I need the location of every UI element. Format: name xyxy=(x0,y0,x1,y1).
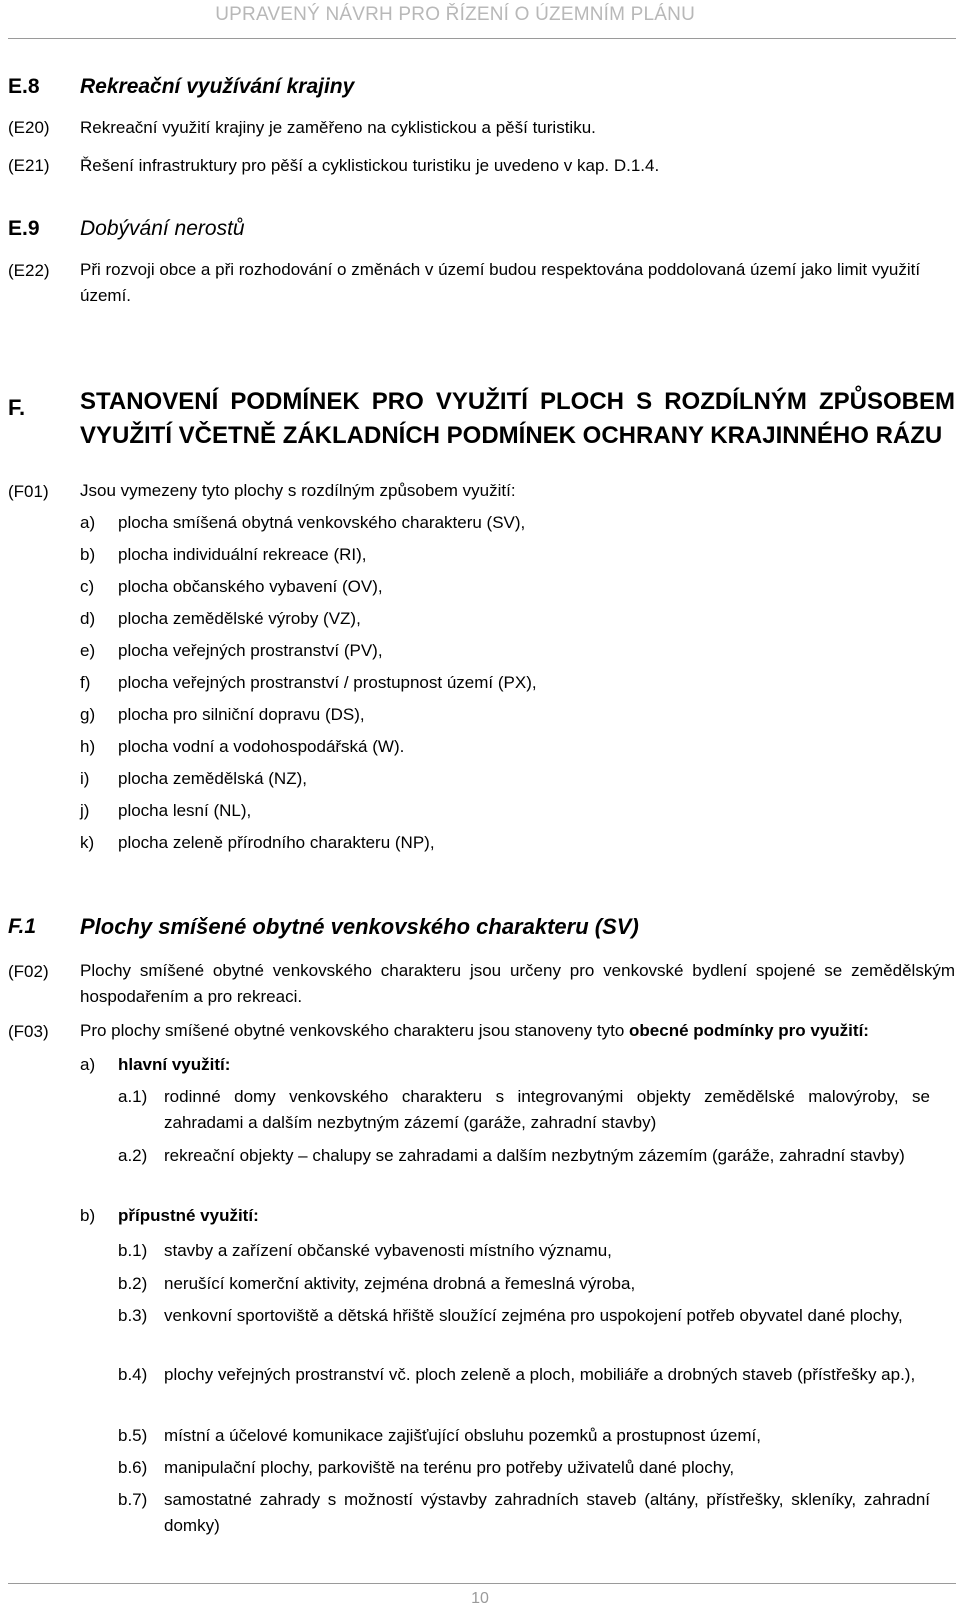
list-text: plocha veřejných prostranství (PV), xyxy=(118,641,383,660)
sub-text: plochy veřejných prostranství vč. ploch zeleně a ploch, mobiliáře a drobných staveb (přístřešky ap.), xyxy=(164,1365,916,1384)
list-marker: k) xyxy=(80,833,95,852)
sub-text: nerušící komerční aktivity, zejména drobná a řemeslná výroba, xyxy=(164,1274,636,1293)
sub-marker: b.4) xyxy=(118,1365,148,1384)
sub-text: manipulační plochy, parkoviště na terénu pro potřeby uživatelů dané plochy, xyxy=(164,1458,735,1477)
paragraph-label-f02: (F02) xyxy=(8,962,49,981)
section-number-e9: E.9 xyxy=(8,217,40,240)
list-text: plocha vodní a vodohospodářská (W). xyxy=(118,737,405,756)
section-title-e9: Dobývání nerostů xyxy=(80,217,245,240)
paragraph-label-f03: (F03) xyxy=(8,1022,49,1041)
general-conditions-label: obecné podmínky pro využití: xyxy=(629,1021,869,1040)
sub-marker: b.6) xyxy=(118,1458,148,1477)
list-marker: b) xyxy=(80,545,96,564)
chapter-number-f: F. xyxy=(8,395,26,420)
list-marker: h) xyxy=(80,737,96,756)
paragraph-e22: Při rozvoji obce a při rozhodování o změnách v území budou respektována poddolovaná území jako limit využití území. xyxy=(80,260,921,305)
list-text: plocha veřejných prostranství / prostupnost území (PX), xyxy=(118,673,537,692)
list-marker: i) xyxy=(80,769,90,788)
list-marker: j) xyxy=(80,801,90,820)
paragraph-e20: Rekreační využití krajiny je zaměřeno na cyklistickou a pěší turistiku. xyxy=(80,118,596,137)
main-use-label: hlavní využití: xyxy=(118,1055,231,1074)
list-text: plocha lesní (NL), xyxy=(118,801,252,820)
paragraph-label-f01: (F01) xyxy=(8,482,49,501)
list-marker: g) xyxy=(80,705,96,724)
paragraph-e21: Řešení infrastruktury pro pěší a cyklistickou turistiku je uvedeno v kap. D.1.4. xyxy=(80,156,660,175)
list-text: plocha zemědělská (NZ), xyxy=(118,769,307,788)
sub-text: stavby a zařízení občanské vybavenosti místního významu, xyxy=(164,1241,612,1260)
paragraph-f02: Plochy smíšené obytné venkovského charakteru jsou určeny pro venkovské bydlení spojené se zemědělským hospodařením a pro rekreaci. xyxy=(80,961,955,1006)
header-rule xyxy=(8,38,956,39)
section-number-f1: F.1 xyxy=(8,915,37,938)
sub-marker: b.7) xyxy=(118,1490,148,1509)
footer-rule xyxy=(8,1583,956,1584)
sub-text: samostatné zahrady s možností výstavby zahradních staveb (altány, přístřešky, skleníky, zahradní domky) xyxy=(164,1490,930,1535)
sub-marker: b.1) xyxy=(118,1241,148,1260)
list-marker: b) xyxy=(80,1206,96,1225)
paragraph-label-e22: (E22) xyxy=(8,261,50,280)
sub-text: venkovní sportoviště a dětská hřiště sloužící zejména pro uspokojení potřeb obyvatel dané plochy, xyxy=(164,1306,903,1325)
list-text: plocha občanského vybavení (OV), xyxy=(118,577,383,596)
sub-marker: b.3) xyxy=(118,1306,148,1325)
sub-marker: b.2) xyxy=(118,1274,148,1293)
paragraph-label-e20: (E20) xyxy=(8,118,50,137)
list-marker: d) xyxy=(80,609,96,628)
paragraph-label-e21: (E21) xyxy=(8,156,50,175)
list-marker: e) xyxy=(80,641,96,660)
section-title-f1: Plochy smíšené obytné venkovského charakteru (SV) xyxy=(80,914,639,939)
sub-text: rodinné domy venkovského charakteru s integrovanými objekty zemědělské malovýroby, se zahradami a dalším nezbytným zázemí (garáže, zahradní stavby) xyxy=(164,1087,930,1132)
sub-marker: a.1) xyxy=(118,1087,148,1106)
allowed-use-label: přípustné využití: xyxy=(118,1206,259,1225)
sub-text: místní a účelové komunikace zajišťující obsluhu pozemků a prostupnost území, xyxy=(164,1426,761,1445)
section-number-e8: E.8 xyxy=(8,75,40,98)
sub-marker: b.5) xyxy=(118,1426,148,1445)
paragraph-f01-intro: Jsou vymezeny tyto plochy s rozdílným způsobem využití: xyxy=(80,481,516,500)
list-marker: c) xyxy=(80,577,95,596)
sub-marker: a.2) xyxy=(118,1146,148,1165)
list-text: plocha smíšená obytná venkovského charakteru (SV), xyxy=(118,513,526,532)
list-marker: a) xyxy=(80,513,96,532)
list-marker: f) xyxy=(80,673,91,692)
chapter-title-f: STANOVENÍ PODMÍNEK PRO VYUŽITÍ PLOCH S ROZDÍLNÝM ZPŮSOBEM VYUŽITÍ VČETNĚ ZÁKLADNÍCH PODMÍNEK OCHRANY KRAJINNÉHO RÁZU xyxy=(80,388,955,449)
paragraph-f03 xyxy=(80,1018,960,1044)
page-number: 10 xyxy=(471,1590,489,1607)
list-text: plocha zemědělské výroby (VZ), xyxy=(118,609,361,628)
list-text: plocha zeleně přírodního charakteru (NP), xyxy=(118,833,435,852)
paragraph-f03-text: Pro plochy smíšené obytné venkovského charakteru jsou stanoveny tyto xyxy=(80,1021,630,1040)
section-title-e8: Rekreační využívání krajiny xyxy=(80,75,355,98)
list-text: plocha individuální rekreace (RI), xyxy=(118,545,367,564)
running-header: UPRAVENÝ NÁVRH PRO ŘÍZENÍ O ÚZEMNÍM PLÁNU xyxy=(215,4,695,25)
list-text: plocha pro silniční dopravu (DS), xyxy=(118,705,365,724)
sub-text: rekreační objekty – chalupy se zahradami a dalším nezbytným zázemím (garáže, zahradní stavby) xyxy=(164,1146,905,1165)
list-marker: a) xyxy=(80,1055,96,1074)
